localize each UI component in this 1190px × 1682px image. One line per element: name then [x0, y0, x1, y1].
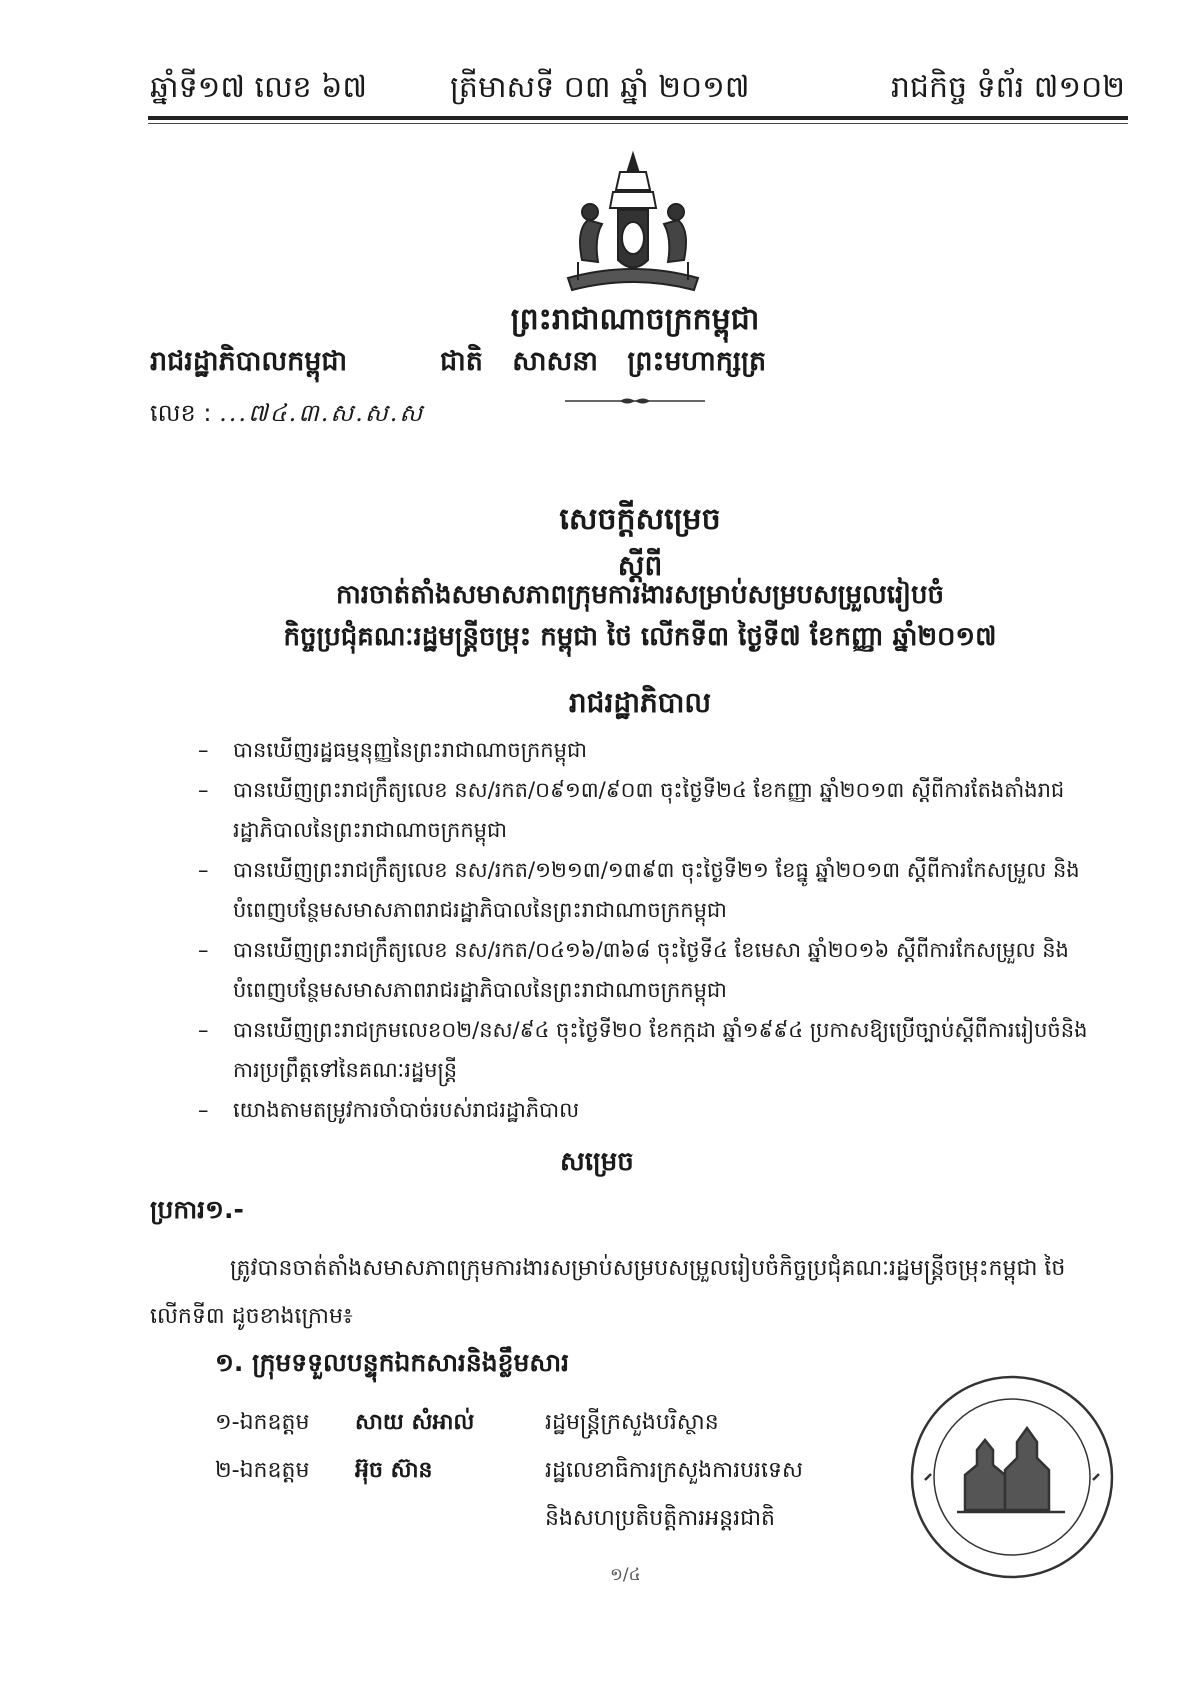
decides-heading: សម្រេច [560, 1147, 634, 1177]
visa-item: – បានឃើញព្រះរាជក្រឹត្យលេខ នស/រកត/១២១៣/១៣៩៣ ចុះថ្ងៃទី២១ ខែធ្នូ ឆ្នាំ២០១៣ ស្តីពីការកែសម្រួល និងបំពេញបន្ថែមសមាសភាពរាជរដ្ឋាភិបាលនៃព្រះរាជាណាចក្រកម្ពុជា [198, 850, 1113, 930]
ornamental-divider-icon [565, 396, 705, 406]
reference-label: លេខ : [150, 399, 212, 427]
reference-value: ...៧៤.៣.ស.ស.ស [219, 399, 425, 427]
page-number: ១/៤ [610, 1565, 641, 1585]
member-name: សាយ សំអាល់ [355, 1410, 475, 1435]
header-rule-thin [148, 123, 1128, 124]
visa-item: – បានឃើញព្រះរាជក្រឹត្យលេខ នស/រកត/០៩១៣/៩០៣ ចុះថ្ងៃទី២៤ ខែកញ្ញា ឆ្នាំ២០១៣ ស្តីពីការតែងតាំងរាជរដ្ឋាភិបាលនៃព្រះរាជាណាចក្រកម្ពុជា [198, 770, 1113, 850]
national-motto: ជាតិ សាសនា ព្រះមហាក្សត្រ [440, 346, 767, 377]
official-seal-icon [905, 1370, 1120, 1585]
government-name: រាជរដ្ឋាភិបាលកម្ពុជា [150, 346, 348, 377]
decision-title: សេចក្តីសម្រេច [559, 502, 721, 537]
member-position: រដ្ឋមន្ត្រីក្រសួងបរិស្ថាន [545, 1410, 719, 1435]
visa-item: – បានឃើញព្រះរាជក្រមលេខ០២/នស/៩៤ ចុះថ្ងៃទី២០ ខែកក្កដា ឆ្នាំ១៩៩៤ ប្រកាសឱ្យប្រើច្បាប់ស្តីពីការរៀបចំនិងការប្រព្រឹត្តទៅនៃគណៈរដ្ឋមន្ត្រី [198, 1010, 1113, 1090]
visa-list [198, 730, 1113, 1130]
member-title: ២-ឯកឧត្តម [215, 1458, 310, 1483]
member-row [215, 1456, 915, 1496]
issuer-heading: រាជរដ្ឋាភិបាល [568, 686, 712, 719]
member-position: រដ្ឋលេខាធិការក្រសួងការបរទេស [545, 1458, 803, 1483]
gazette-header [150, 68, 1125, 112]
royal-coat-of-arms-icon [548, 150, 718, 300]
visa-item: – យោងតាមតម្រូវការចាំបាច់របស់រាជរដ្ឋាភិបាល [198, 1090, 1113, 1130]
article-text: ត្រូវបានចាត់តាំងសមាសភាពក្រុមការងារសម្រាប់សម្របសម្រួលរៀបចំកិច្ចប្រជុំគណៈរដ្ឋមន្ត្រីចម្រុះកម្ពុជា ថៃ លើកទី៣ ដូចខាងក្រោម៖ [150, 1256, 1066, 1329]
member-name: អ៊ុច ស៊ាន [355, 1458, 433, 1483]
member-title: ១-ឯកឧត្តម [215, 1410, 310, 1435]
member-row [215, 1408, 915, 1448]
visa-item: – បានឃើញព្រះរាជក្រឹត្យលេខ នស/រកត/០៤១៦/៣៦៨ ចុះថ្ងៃទី៤ ខែមេសា ឆ្នាំ២០១៦ ស្តីពីការកែសម្រួល និងបំពេញបន្ថែមសមាសភាពរាជរដ្ឋាភិបាលនៃព្រះរាជាណាចក្រកម្ពុជា [198, 930, 1113, 1010]
visa-item: – បានឃើញរដ្ឋធម្មនុញ្ញនៃព្រះរាជាណាចក្រកម្ពុជា [198, 730, 1113, 770]
subject-line-2: កិច្ចប្រជុំគណៈរដ្ឋមន្ត្រីចម្រុះ កម្ពុជា ថៃ លើកទី៣ ថ្ងៃទី៧ ខែកញ្ញា ឆ្នាំ២០១៧ [283, 622, 997, 652]
gazette-year-issue: ឆ្នាំទី១៧ លេខ ៦៧ [150, 70, 367, 105]
about-label: ស្តីពី [617, 549, 663, 582]
kingdom-heading: ព្រះរាជាណាចក្រកម្ពុជា [510, 302, 760, 337]
gazette-date: ត្រីមាសទី ០៣ ឆ្នាំ ២០១៧ [450, 70, 750, 105]
article-heading: ប្រការ១.- [150, 1195, 244, 1224]
subject-line-1: ការចាត់តាំងសមាសភាពក្រុមការងារសម្រាប់សម្របសម្រួលរៀបចំ [335, 580, 945, 610]
section-heading: ១. ក្រុមទទួលបន្ទុកឯកសារនិងខ្លឹមសារ [215, 1348, 570, 1377]
gazette-page-ref: រាជកិច្ច ទំព័រ ៧១០២ [890, 70, 1125, 105]
header-rule-thick [148, 116, 1128, 120]
member-position-continued: និងសហប្រតិបត្តិការអន្តរជាតិ [545, 1506, 775, 1531]
reference-number [150, 398, 424, 433]
